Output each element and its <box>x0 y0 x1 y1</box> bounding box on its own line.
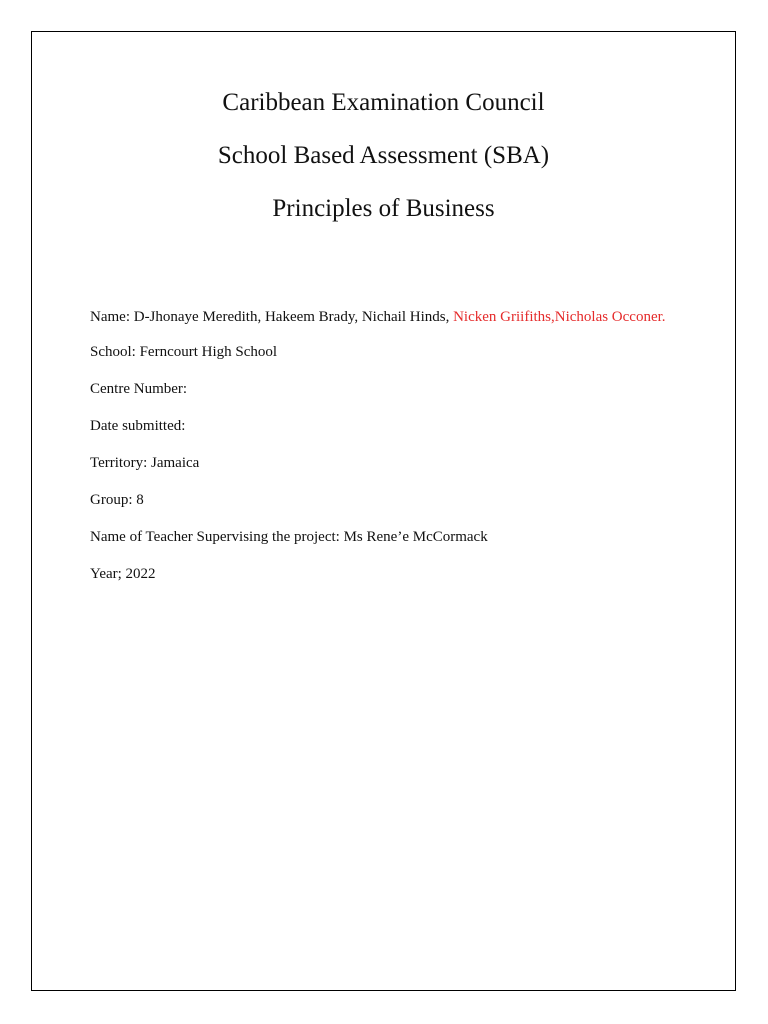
centre-number-field: Centre Number: <box>90 381 188 397</box>
names-red: Nicken Griifiths,Nicholas Occoner. <box>453 309 666 325</box>
council-title: Caribbean Examination Council <box>222 89 545 116</box>
subject-title: Principles of Business <box>272 195 495 222</box>
title-block <box>32 90 735 249</box>
details-section <box>90 304 690 600</box>
names-label: Name: <box>90 309 134 325</box>
names-black: D-Jhonaye Meredith, Hakeem Brady, Nichail Hinds, <box>133 309 454 325</box>
group-field: Group: 8 <box>90 492 144 508</box>
date-submitted-field: Date submitted: <box>90 418 186 434</box>
assessment-title: School Based Assessment (SBA) <box>217 142 550 169</box>
year-field: Year; 2022 <box>90 566 156 582</box>
teacher-field: Name of Teacher Supervising the project: Ms Rene’e McCormack <box>90 529 488 545</box>
territory-field: Territory: Jamaica <box>90 455 200 471</box>
document-page <box>31 31 736 991</box>
names-field <box>90 304 690 331</box>
school-field: School: Ferncourt High School <box>90 344 278 360</box>
